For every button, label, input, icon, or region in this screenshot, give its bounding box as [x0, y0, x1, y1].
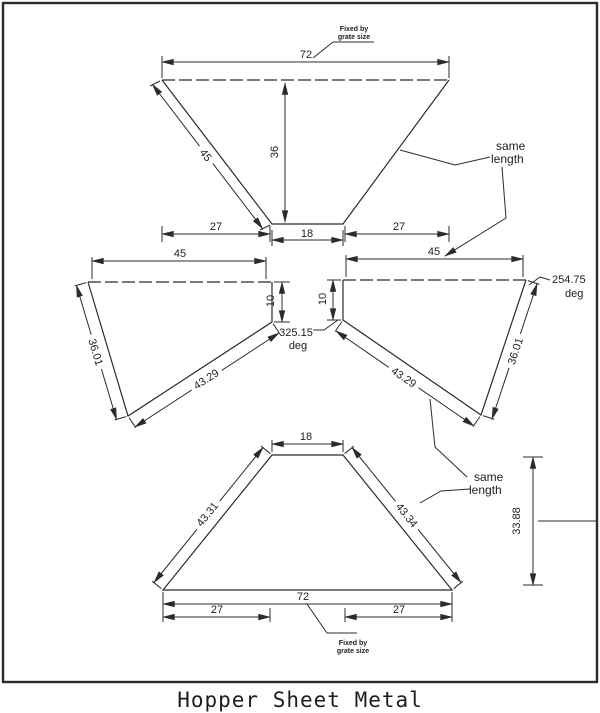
right-panel [317, 246, 539, 427]
svg-text:45: 45 [196, 147, 214, 165]
note-same-top-line2: length [491, 152, 524, 166]
annotation-center-bend-angle [279, 320, 338, 352]
leader-same-top-2 [445, 167, 506, 256]
leader-fixed-top [313, 42, 333, 58]
angle-right-value: 254.75 [552, 274, 586, 286]
angle-center-value: 325.15 [279, 327, 313, 339]
leader-center-angle [313, 320, 338, 330]
dim-bottom-panel-run-left: 27 [210, 604, 224, 616]
dim-bottom-panel-run-right: 27 [392, 604, 406, 616]
dim-top-panel-run-right: 27 [392, 221, 406, 233]
dim-right-panel-top: 45 [427, 246, 441, 258]
note-same-top-line1: same [496, 139, 526, 153]
dim-left-panel-inner: 10 [265, 294, 277, 308]
svg-text:36.01: 36.01 [505, 336, 526, 367]
note-same-bottom-line2: length [469, 483, 502, 497]
angle-right-unit: deg [565, 288, 584, 300]
dim-right-panel-slant [385, 361, 423, 393]
left-panel [75, 248, 290, 428]
svg-text:43.29: 43.29 [191, 367, 222, 393]
note-same-length-top [400, 139, 526, 256]
note-same-length-bottom [420, 399, 504, 503]
dim-top-panel-base: 18 [300, 228, 314, 240]
dim-right-panel-inner: 10 [317, 292, 329, 306]
angle-center-unit: deg [288, 340, 308, 352]
note-fixed-by-grate-bottom [307, 604, 369, 655]
dim-left-panel-top: 45 [173, 248, 187, 260]
leader-same-top-1 [400, 150, 490, 165]
dim-bottom-panel-width: 72 [296, 591, 310, 603]
svg-text:36.01: 36.01 [85, 337, 105, 368]
svg-text:43.29: 43.29 [388, 365, 419, 391]
note-fixed-by-grate-top [313, 26, 374, 58]
note-fixed-top-line1: Fixed by [339, 26, 369, 33]
leader-right-angle [529, 277, 550, 285]
bottom-panel [152, 431, 597, 622]
dim-left-panel-slant [187, 363, 225, 394]
note-fixed-bottom-line2: grate size [336, 648, 370, 655]
dim-bottom-panel-slant-right [390, 497, 424, 534]
dim-top-panel-run-left: 27 [209, 221, 223, 233]
dim-top-panel-width: 72 [299, 49, 313, 61]
drawing-title: Hopper Sheet Metal [177, 688, 423, 712]
dim-top-panel-slant [194, 142, 218, 168]
note-fixed-bottom-line1: Fixed by [338, 640, 368, 647]
dim-top-panel-height: 36 [269, 145, 281, 159]
note-same-bottom-line1: same [474, 470, 504, 484]
dim-bottom-panel-height: 33.88 [511, 507, 523, 535]
left-panel-outline [88, 282, 272, 416]
svg-text:43.34: 43.34 [392, 501, 420, 531]
leader-same-bottom-2 [420, 489, 470, 503]
top-panel [150, 49, 449, 246]
leader-same-bottom-1 [430, 399, 467, 477]
leader-fixed-bottom [307, 604, 357, 633]
note-fixed-top-line2: grate size [337, 34, 371, 41]
dim-bottom-panel-top: 18 [299, 431, 313, 443]
right-panel-outline [343, 280, 526, 415]
dim-bottom-panel-slant-left [190, 496, 224, 533]
svg-text:43.31: 43.31 [194, 500, 222, 530]
annotation-right-bend-angle [529, 274, 586, 300]
